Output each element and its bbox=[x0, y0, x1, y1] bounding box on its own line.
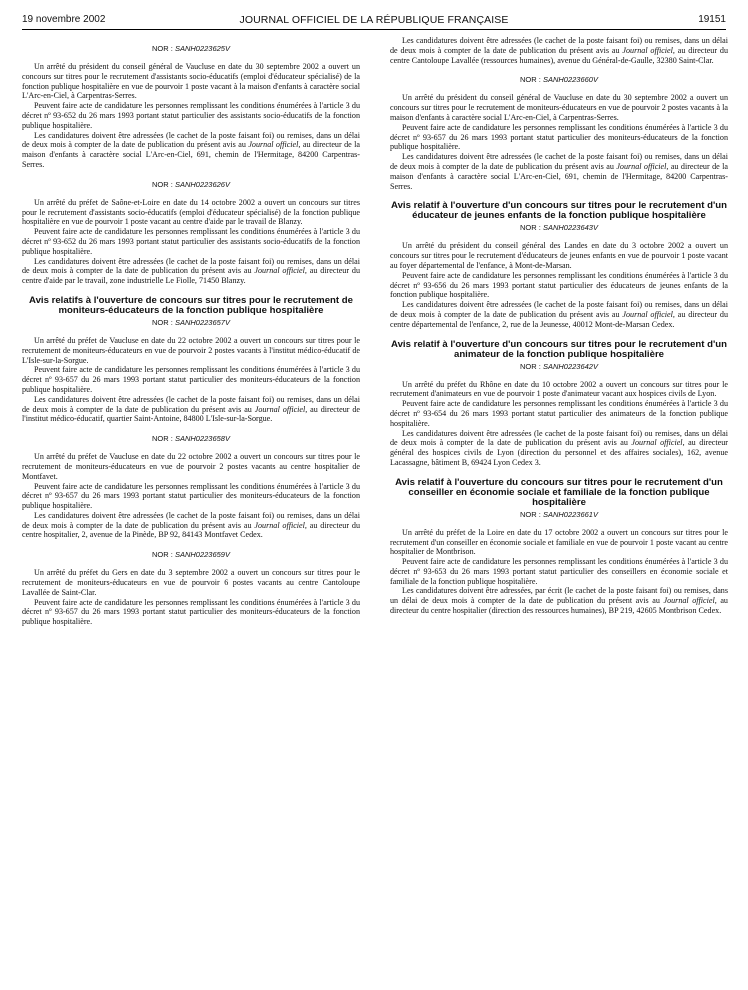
paragraph: Peuvent faire acte de candidature les personnes remplissant les conditions énumérées à l'article 3 du décret nº 93-654 du 26 mars 1993 portant statut particulier des animateurs de la fonction publique hospitalière. bbox=[390, 399, 728, 428]
nor-reference bbox=[390, 223, 728, 232]
nor-code: SANH0223643V bbox=[542, 223, 598, 233]
journal-reference: Journal officiel bbox=[254, 404, 306, 414]
text-run: Les candidatures doivent être adressées (le cachet de la poste faisant foi) ou remises, dans un délai de deux mois à compter de la date de publication du présent avis au bbox=[390, 36, 728, 55]
journal-reference: Journal officiel bbox=[663, 596, 715, 606]
nor-label: NOR : bbox=[152, 317, 175, 327]
nor-reference bbox=[390, 75, 728, 84]
nor-code: SANH0223642V bbox=[542, 361, 598, 371]
paragraph bbox=[390, 36, 728, 65]
text-run: , au directeur du centre Cantoloupe Lavallée (ressources humaines), avenue du Général-de-Gaulle, 32380 Saint-Clar. bbox=[390, 45, 728, 65]
paragraph: Peuvent faire acte de candidature les personnes remplissant les conditions énumérées à l'article 3 du décret nº 93-653 du 26 mars 1993 portant statut particulier des conseillers en économie sociale et familiale de la fonction publique hospitalière. bbox=[390, 557, 728, 586]
paragraph: Peuvent faire acte de candidature les personnes remplissant les conditions énumérées à l'article 3 du décret nº 93-652 du 26 mars 1993 portant statut particulier des assistants socio-éducatifs de la fonction publique hospitalière. bbox=[22, 101, 360, 130]
paragraph bbox=[22, 131, 360, 170]
paragraph: Peuvent faire acte de candidature les personnes remplissant les conditions énumérées à l'article 3 du décret nº 93-657 du 26 mars 1993 portant statut particulier des moniteurs-éducateurs de la fonction publique hospitalière. bbox=[22, 365, 360, 394]
text-run: , au directeur du centre hospitalier (direction des ressources humaines), BP 219, 42605 Montbrison Cedex. bbox=[390, 596, 728, 616]
journal-reference: Journal officiel bbox=[254, 520, 305, 530]
paragraph: Un arrêté du président du conseil général de Vaucluse en date du 30 septembre 2002 a ouvert un concours sur titres pour le recrutement de moniteurs-éducateurs en vue de pourvoir 2 postes vacants à la maison d'enfants à caractère social L'Arc-en-Ciel, à Carpentras-Serres. bbox=[390, 93, 728, 122]
journal-reference: Journal officiel bbox=[248, 140, 299, 150]
paragraph: Un arrêté du préfet de Vaucluse en date du 22 octobre 2002 a ouvert un concours sur titres pour le recrutement de moniteurs-éducateurs en vue de pourvoir 2 postes vacants au centre hospitalier de Montfavet. bbox=[22, 452, 360, 481]
nor-label: NOR : bbox=[152, 179, 175, 189]
right-column bbox=[390, 34, 728, 616]
paragraph bbox=[390, 300, 728, 329]
text-run: Les candidatures doivent être adressées (le cachet de la poste faisant foi) ou remises, dans un délai de deux mois à compter de la date de publication du présent avis au bbox=[22, 394, 360, 414]
paragraph: Un arrêté du préfet de Vaucluse en date du 22 octobre 2002 a ouvert un concours sur titres pour le recrutement de moniteurs-éducateurs en vue de pourvoir 2 postes vacants à l'institut médico-éducatif de L'Isle-sur-la-Sorgue. bbox=[22, 335, 360, 365]
text-run: , au directeur du centre d'aide par le travail, zone industrielle Le Fiolle, 71450 Blanzy. bbox=[22, 266, 360, 286]
page-header bbox=[22, 0, 726, 30]
nor-label: NOR : bbox=[152, 44, 175, 53]
paragraph bbox=[390, 586, 728, 615]
journal-reference: Journal officiel bbox=[622, 45, 673, 55]
paragraph: Peuvent faire acte de candidature les personnes remplissant les conditions énumérées à l'article 3 du décret nº 93-657 du 26 mars 1993 portant statut particulier des moniteurs-éducateurs de la fonction publique hospitalière. bbox=[390, 122, 728, 152]
paragraph bbox=[22, 395, 360, 424]
text-run: Les candidatures doivent être adressées, par écrit (le cachet de la poste faisant foi) ou remises, dans un délai de deux mois à compter de la date de publication du présent avis au bbox=[390, 586, 728, 606]
left-column bbox=[22, 34, 360, 627]
paragraph: Peuvent faire acte de candidature les personnes remplissant les conditions énumérées à l'article 3 du décret nº 93-657 du 26 mars 1993 portant statut particulier des moniteurs-éducateurs de la fonction publique hospitalière. bbox=[22, 597, 360, 627]
paragraph: Peuvent faire acte de candidature les personnes remplissant les conditions énumérées à l'article 3 du décret nº 93-656 du 26 mars 1993 portant statut particulier des éducateurs de jeunes enfants de la fonction publique hospitalière. bbox=[390, 270, 728, 300]
journal-reference: Journal officiel bbox=[631, 438, 683, 448]
section-heading: Avis relatifs à l'ouverture de concours sur titres pour le recrutement de moniteurs-éducateurs de la fonction publique hospitalière bbox=[29, 294, 353, 316]
paragraph: Un arrêté du président du conseil général de Vaucluse en date du 30 septembre 2002 a ouvert un concours sur titres pour le recrutement d'assistants socio-éducatifs (emploi d'éducateur spécialisé) de la fonction publique hospitalière en vue de pourvoir 1 poste vacant à la maison d'enfants à caractère social L'Arc-en-Ciel, à Carpentras-Serres. bbox=[22, 62, 360, 101]
paragraph bbox=[390, 152, 728, 191]
paragraph bbox=[390, 429, 728, 468]
section-heading: Avis relatif à l'ouverture d'un concours sur titres pour le recrutement d'un animateur de la fonction publique hospitalière bbox=[391, 338, 727, 360]
nor-label: NOR : bbox=[152, 434, 175, 444]
paragraph: Un arrêté du préfet du Rhône en date du 10 octobre 2002 a ouvert un concours sur titres pour le recrutement d'animateurs en vue de pourvoir 1 poste d'animateur vacant aux hospices civils de Lyon. bbox=[390, 379, 728, 399]
page-number: 19151 bbox=[698, 14, 726, 25]
nor-label: NOR : bbox=[520, 361, 543, 371]
journal-reference: Journal officiel bbox=[254, 266, 305, 276]
text-run: Les candidatures doivent être adressées (le cachet de la poste faisant foi) ou remises, dans un délai de deux mois à compter de la date de publication du présent avis au bbox=[22, 256, 360, 276]
text-run: Les candidatures doivent être adressées (le cachet de la poste faisant foi) ou remises, dans un délai de deux mois à compter de la date de publication du présent avis au bbox=[22, 510, 360, 530]
nor-code: SANH0223625V bbox=[174, 44, 230, 53]
nor-code: SANH0223661V bbox=[542, 509, 598, 519]
nor-reference bbox=[22, 550, 360, 559]
paragraph: Un arrêté du préfet du Gers en date du 3 septembre 2002 a ouvert un concours sur titres pour le recrutement de moniteurs-éducateurs en vue de pourvoir 6 postes vacants au centre Cantoloupe Lavallée de Saint-Clar. bbox=[22, 568, 360, 597]
text-run: Les candidatures doivent être adressées (le cachet de la poste faisant foi) ou remises, dans un délai de deux mois à compter de la date de publication du présent avis au bbox=[390, 428, 728, 448]
issue-date: 19 novembre 2002 bbox=[22, 14, 106, 25]
nor-reference bbox=[22, 180, 360, 189]
nor-code: SANH0223658V bbox=[174, 434, 230, 444]
text-run: , au directeur général des hospices civils de Lyon (direction du personnel et des affaires sociales), 162, avenue Lacassagne, bâtiment B, 69424 Lyon Cedex 3. bbox=[390, 438, 728, 467]
paragraph: Un arrêté du préfet de la Loire en date du 17 octobre 2002 a ouvert un concours sur titres pour le recrutement d'un conseiller en économie sociale et familiale en vue de pourvoir 1 poste vacant au centre hospitalier de Montbrison. bbox=[390, 527, 728, 557]
paragraph: Un arrêté du préfet de Saône-et-Loire en date du 14 octobre 2002 a ouvert un concours sur titres pour le recrutement d'assistants socio-éducatifs (emploi d'éducateur spécialisé) de la fonction publique hospitalière en vue de pourvoir 1 poste vacant au centre d'aide par le travail de Blanzy. bbox=[22, 197, 360, 227]
nor-code: SANH0223659V bbox=[174, 550, 230, 560]
nor-reference bbox=[22, 434, 360, 443]
section-heading: Avis relatif à l'ouverture d'un concours sur titres pour le recrutement d'un éducateur de jeunes enfants de la fonction publique hospitalière bbox=[391, 200, 727, 222]
text-run: , au directeur de l'institut médico-éducatif, quartier Saint-Antoine, 84800 L'Isle-sur-la-Sorgue. bbox=[22, 404, 360, 424]
text-run: Les candidatures doivent être adressées (le cachet de la poste faisant foi) ou remises, dans un délai de deux mois à compter de la date de publication du présent avis au bbox=[390, 152, 728, 171]
paragraph bbox=[22, 511, 360, 540]
text-run: Les candidatures doivent être adressées (le cachet de la poste faisant foi) ou remises, dans un délai de deux mois à compter de la date de publication du présent avis au bbox=[22, 130, 360, 150]
nor-reference bbox=[390, 510, 728, 519]
nor-code: SANH0223660V bbox=[542, 75, 598, 85]
text-run: , au directeur de la maison d'enfants à caractère social L'Arc-en-Ciel, 691, chemin de l'Hermitage, 84200 Carpentras-Serres. bbox=[390, 161, 728, 191]
text-run: , au directeur de la maison d'enfants à caractère social L'Arc-en-Ciel, 691, chemin de l'Hermitage, 84200 Carpentras-Serres. bbox=[22, 140, 360, 169]
nor-code: SANH0223657V bbox=[174, 317, 230, 327]
paragraph: Peuvent faire acte de candidature les personnes remplissant les conditions énumérées à l'article 3 du décret nº 93-657 du 26 mars 1993 portant statut particulier des moniteurs-éducateurs de la fonction publique hospitalière. bbox=[22, 481, 360, 511]
header-rule bbox=[22, 29, 726, 30]
section-heading: Avis relatif à l'ouverture du concours sur titres pour le recrutement d'un conseiller en économie sociale et familiale de la fonction publique hospitalière bbox=[395, 476, 723, 508]
journal-reference: Journal officiel bbox=[616, 161, 667, 171]
text-run: Les candidatures doivent être adressées (le cachet de la poste faisant foi) ou remises, dans un délai de deux mois à compter de la date de publication du présent avis au bbox=[390, 300, 728, 319]
nor-reference bbox=[22, 44, 360, 53]
nor-label: NOR : bbox=[520, 509, 543, 519]
text-run: , au directeur du centre départemental de l'enfance, 2, rue de la Jeunesse, 40012 Mont-de-Marsan Cedex. bbox=[390, 309, 728, 329]
paragraph: Peuvent faire acte de candidature les personnes remplissant les conditions énumérées à l'article 3 du décret nº 93-652 du 26 mars 1993 portant statut particulier des assistants socio-éducatifs de la fonction publique hospitalière. bbox=[22, 227, 360, 256]
text-run: , au directeur du centre hospitalier, 2, avenue de la Pinède, BP 92, 84143 Montfavet Cedex. bbox=[22, 520, 360, 540]
nor-code: SANH0223626V bbox=[174, 179, 230, 189]
paragraph bbox=[22, 257, 360, 286]
nor-reference bbox=[22, 318, 360, 327]
journal-reference: Journal officiel bbox=[622, 309, 673, 319]
nor-label: NOR : bbox=[520, 75, 543, 85]
nor-label: NOR : bbox=[152, 550, 175, 560]
journal-title: JOURNAL OFFICIEL DE LA RÉPUBLIQUE FRANÇAISE bbox=[239, 14, 509, 26]
nor-label: NOR : bbox=[520, 223, 543, 233]
paragraph: Un arrêté du président du conseil général des Landes en date du 3 octobre 2002 a ouvert un concours sur titres pour le recrutement d'éducateurs de jeunes enfants en vue de pourvoir 1 poste vacant au foyer départemental de l'enfance, à Mont-de-Marsan. bbox=[390, 241, 728, 270]
nor-reference bbox=[390, 362, 728, 371]
